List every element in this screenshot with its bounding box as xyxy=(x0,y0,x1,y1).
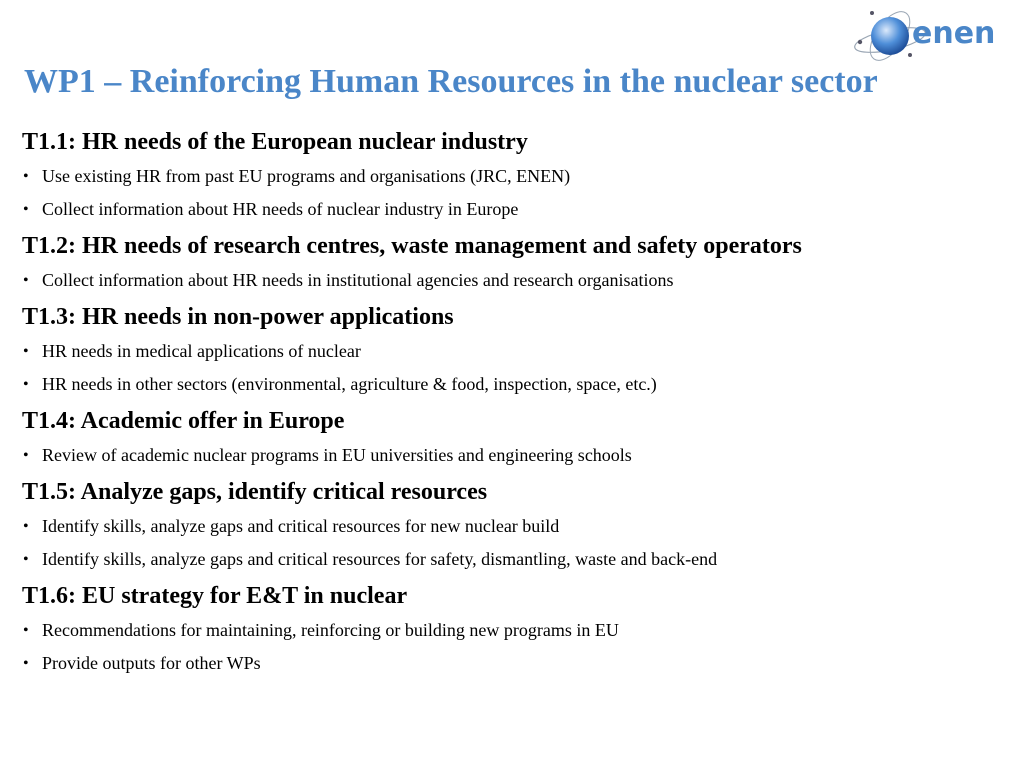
bullet-text: HR needs in other sectors (environmental, agriculture & food, inspection, space, etc.) xyxy=(42,374,657,394)
bullet-list xyxy=(22,510,1012,576)
bullet-icon: • xyxy=(23,201,29,218)
bullet-list xyxy=(22,160,1012,226)
bullet-item xyxy=(22,543,1012,576)
bullet-icon: • xyxy=(23,447,29,464)
bullet-text: Identify skills, analyze gaps and critical resources for new nuclear build xyxy=(42,516,560,536)
bullet-icon: • xyxy=(23,272,29,289)
bullet-icon: • xyxy=(23,343,29,360)
bullet-icon: • xyxy=(23,376,29,393)
bullet-icon: • xyxy=(23,551,29,568)
bullet-list xyxy=(22,614,1012,680)
bullet-icon: • xyxy=(23,168,29,185)
bullet-text: Identify skills, analyze gaps and critical resources for safety, dismantling, waste and back-end xyxy=(42,549,718,569)
bullet-item xyxy=(22,614,1012,647)
enen-logo xyxy=(850,6,1010,66)
task-heading: T1.6: EU strategy for E&T in nuclear xyxy=(22,583,408,609)
bullet-item xyxy=(22,160,1012,193)
bullet-list xyxy=(22,264,1012,297)
task-heading: T1.1: HR needs of the European nuclear industry xyxy=(22,129,528,155)
task-section xyxy=(22,230,1012,297)
slide-title: WP1 – Reinforcing Human Resources in the nuclear sector xyxy=(24,63,878,100)
task-section xyxy=(22,126,1012,226)
bullet-item xyxy=(22,510,1012,543)
bullet-item xyxy=(22,264,1012,297)
bullet-text: Review of academic nuclear programs in EU universities and engineering schools xyxy=(42,445,632,465)
task-heading: T1.5: Analyze gaps, identify critical resources xyxy=(22,479,488,505)
bullet-text: Collect information about HR needs of nuclear industry in Europe xyxy=(42,199,519,219)
bullet-icon: • xyxy=(23,518,29,535)
bullet-item xyxy=(22,439,1012,472)
bullet-item xyxy=(22,647,1012,680)
bullet-text: Provide outputs for other WPs xyxy=(42,653,261,673)
task-section xyxy=(22,405,1012,472)
task-heading: T1.3: HR needs in non-power applications xyxy=(22,304,454,330)
task-section xyxy=(22,476,1012,576)
task-section xyxy=(22,301,1012,401)
enen-logo-graphic xyxy=(850,6,1010,66)
bullet-text: Collect information about HR needs in institutional agencies and research organisations xyxy=(42,270,674,290)
bullet-text: HR needs in medical applications of nuclear xyxy=(42,341,361,361)
bullet-item xyxy=(22,193,1012,226)
task-list xyxy=(22,126,1012,684)
bullet-text: Use existing HR from past EU programs and organisations (JRC, ENEN) xyxy=(42,166,571,186)
task-heading: T1.2: HR needs of research centres, waste management and safety operators xyxy=(22,233,802,259)
bullet-icon: • xyxy=(23,622,29,639)
bullet-icon: • xyxy=(23,655,29,672)
bullet-text: Recommendations for maintaining, reinforcing or building new programs in EU xyxy=(42,620,619,640)
bullet-item xyxy=(22,335,1012,368)
logo-wordmark: enen xyxy=(912,16,996,51)
bullet-list xyxy=(22,439,1012,472)
bullet-item xyxy=(22,368,1012,401)
task-heading: T1.4: Academic offer in Europe xyxy=(22,408,345,434)
task-section xyxy=(22,580,1012,680)
bullet-list xyxy=(22,335,1012,401)
